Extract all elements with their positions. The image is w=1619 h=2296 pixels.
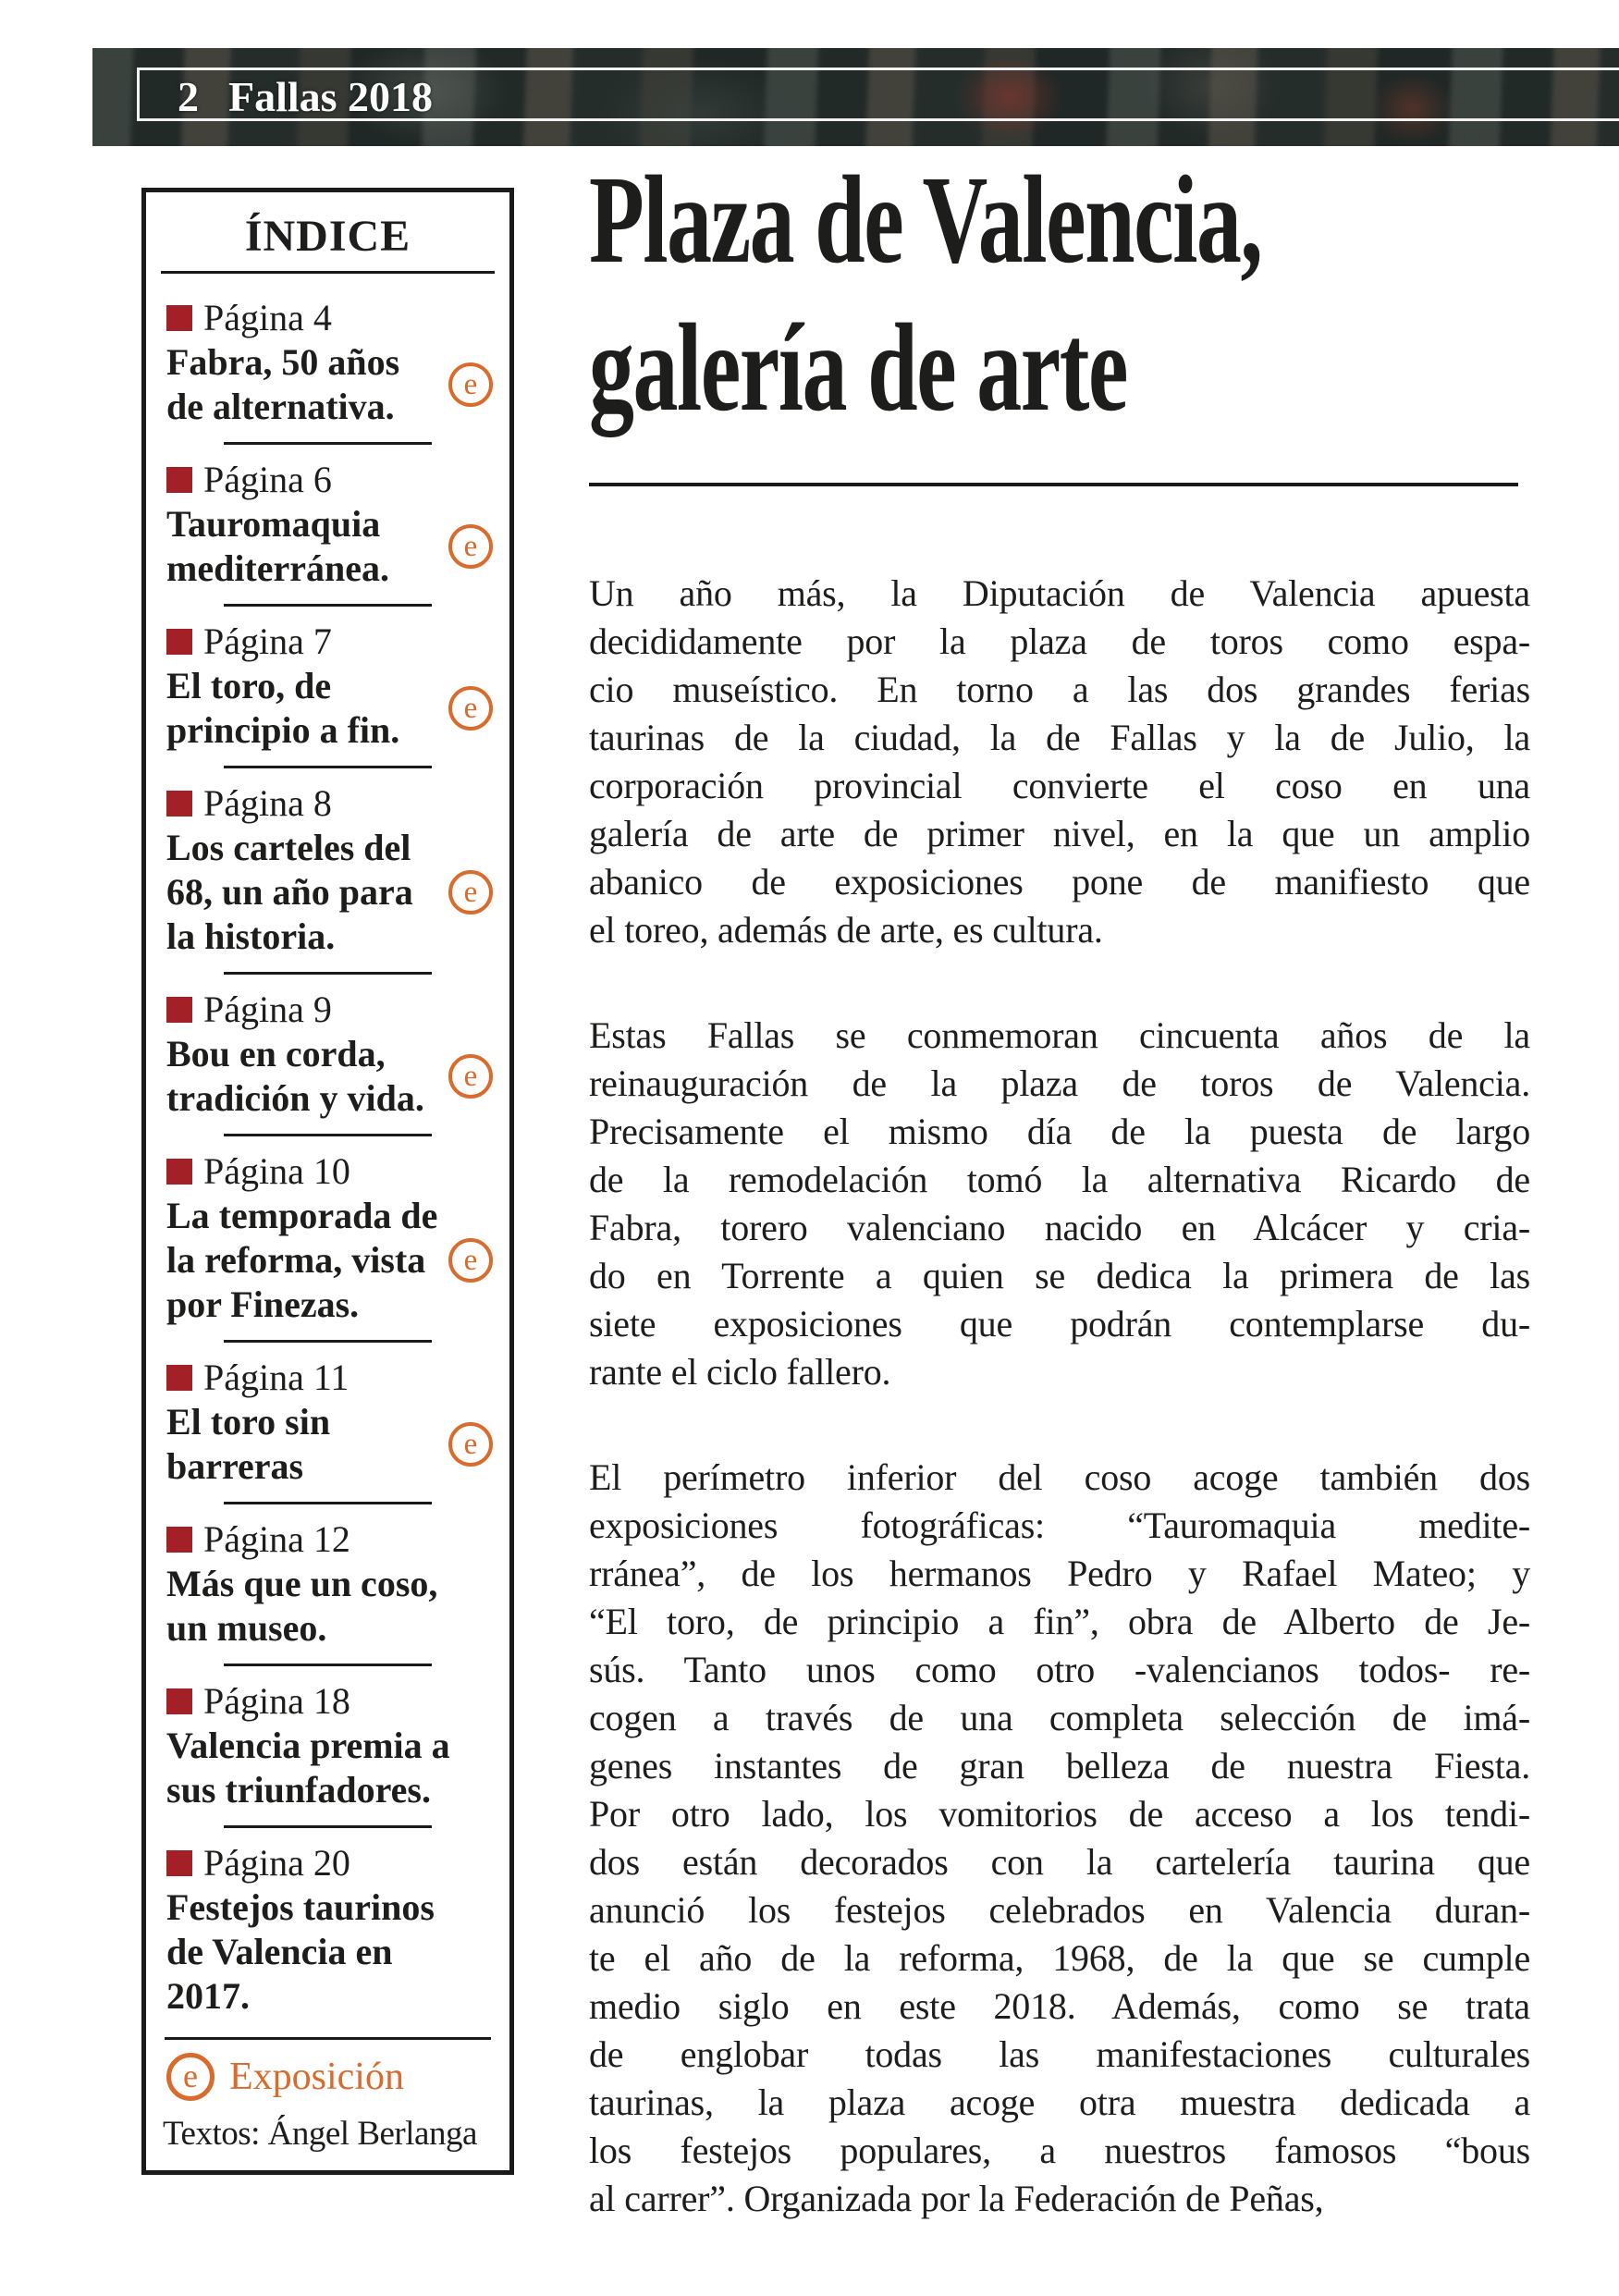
index-item xyxy=(157,1841,498,2019)
red-square-bullet xyxy=(166,1527,192,1553)
red-square-bullet xyxy=(166,1688,192,1714)
index-divider xyxy=(224,442,432,445)
index-item-title: Tauromaquia mediterránea. xyxy=(166,503,390,590)
paragraph: Un año más, la Diputación de Valencia apuesta decididamente por la plaza de toros como espa- cio museístico. En torno a las dos grandes ferias taurinas de la ciudad, la de Fallas y la de Julio, la corporación provincial convierte el coso en una galería de arte de primer nivel, en la que un amplio abanico de exposiciones pone de manifiesto que el toreo, además de arte, es cultura. xyxy=(589,572,1530,951)
index-item xyxy=(157,1149,498,1327)
red-square-bullet xyxy=(166,997,192,1023)
article-body xyxy=(589,570,1530,2223)
red-square-bullet xyxy=(166,629,192,655)
index-item xyxy=(157,1356,498,1489)
article-title-line-2: galería de arte xyxy=(589,299,1127,437)
title-rule xyxy=(589,483,1518,486)
red-square-bullet xyxy=(166,1850,192,1876)
exposicion-icon: e xyxy=(448,1054,493,1099)
index-divider xyxy=(224,1134,432,1136)
exposicion-icon: e xyxy=(448,1422,493,1467)
article-title-line-1: Plaza de Valencia, xyxy=(589,151,1262,289)
index-items xyxy=(157,296,498,2019)
index-divider xyxy=(224,766,432,768)
exposicion-legend xyxy=(157,2053,498,2101)
index-page-label: Página 9 xyxy=(203,988,332,1031)
index-divider xyxy=(224,1825,432,1828)
legend-label: Exposición xyxy=(229,2056,404,2099)
index-item-title: Más que un coso, un museo. xyxy=(166,1563,438,1650)
index-item xyxy=(157,1679,498,1812)
red-square-bullet xyxy=(166,1365,192,1391)
page-header xyxy=(92,48,1619,146)
index-page-label: Página 18 xyxy=(203,1680,350,1723)
paragraph: El perímetro inferior del coso acoge también dos exposiciones fotográficas: “Tauromaquia medite- rránea”, de los hermanos Pedro y Rafael Mateo; y “El toro, de principio a fin”, obra de Alberto de Je- sús. Tanto unos como otro -valencianos todos- re- cogen a través de una completa selección de imá- genes instantes de gran belleza de nuestra Fiesta. Por otro lado, los vomitorios de acceso a los tendi- dos están decorados con la cartelería taurina que anunció los festejos celebrados en Valencia duran- te el año de la reforma, 1968, de la que se cumple medio siglo en este 2018. Además, como se trata de englobar todas las manifestaciones culturales taurinas, la plaza acoge otra muestra dedicada a los festejos populares, a nuestros famosos “bous al carrer”. Organizada por la Federación de Peñas, xyxy=(589,1456,1530,2219)
index-divider xyxy=(224,1340,432,1343)
index-item xyxy=(157,988,498,1121)
index-item xyxy=(157,296,498,429)
index-item-title: Los carteles del 68, un año para la historia. xyxy=(166,827,413,958)
index-page-label: Página 4 xyxy=(203,297,332,339)
index-divider xyxy=(224,1664,432,1666)
index-item xyxy=(157,458,498,591)
index-page-label: Página 11 xyxy=(203,1357,350,1399)
index-page-label: Página 12 xyxy=(203,1518,350,1561)
red-square-bullet xyxy=(166,791,192,816)
exposicion-icon: e xyxy=(448,870,493,915)
legend-rule xyxy=(165,2037,491,2040)
paragraph: Estas Fallas se conmemoran cincuenta años de la reinauguración de la plaza de toros de Valencia. Precisamente el mismo día de la puesta de largo de la remodelación tomó la alternativa Ricardo de Fabra, torero valenciano nacido en Alcácer y cria- do en Torrente a quien se dedica la primera de las siete exposiciones que podrán contemplarse du- rante el ciclo fallero. xyxy=(589,1014,1530,1393)
red-square-bullet xyxy=(166,1159,192,1185)
exposicion-icon: e xyxy=(448,686,493,731)
article-title xyxy=(589,146,1267,442)
index-page-label: Página 6 xyxy=(203,459,332,501)
index-item xyxy=(157,1517,498,1651)
index-title: ÍNDICE xyxy=(244,212,411,261)
index-divider xyxy=(224,1502,432,1504)
article xyxy=(589,146,1530,2223)
index-page-label: Página 20 xyxy=(203,1842,350,1885)
header-text xyxy=(178,73,434,120)
index-item-title: El toro, de principio a fin. xyxy=(166,665,400,752)
red-square-bullet xyxy=(166,305,192,331)
index-page-label: Página 8 xyxy=(203,782,332,825)
index-divider xyxy=(224,604,432,607)
issue-title: Fallas 2018 xyxy=(228,73,434,120)
index-page-label: Página 7 xyxy=(203,620,332,663)
index-page-label: Página 10 xyxy=(203,1150,350,1193)
index-item xyxy=(157,620,498,753)
index-item-title: Valencia premia a sus triunfadores. xyxy=(166,1725,450,1811)
index-item-title: La temporada de la reforma, vista por Finezas. xyxy=(166,1195,438,1326)
exposicion-icon: e xyxy=(448,362,493,407)
page-number: 2 xyxy=(178,73,199,120)
index-item-title: El toro sin barreras xyxy=(166,1401,331,1488)
index-sidebar xyxy=(141,188,514,2175)
index-title-rule xyxy=(161,271,495,274)
exposicion-icon: e xyxy=(448,1238,493,1283)
index-item-title: Bou en corda, tradición y vida. xyxy=(166,1033,424,1120)
red-square-bullet xyxy=(166,467,192,493)
exposicion-icon: e xyxy=(448,524,493,569)
credits-line: Textos: Ángel Berlanga xyxy=(163,2115,477,2154)
exposicion-icon: e xyxy=(166,2053,215,2101)
index-item xyxy=(157,781,498,959)
index-item-title: Festejos taurinos de Valencia en 2017. xyxy=(166,1886,435,2018)
index-item-title: Fabra, 50 años de alternativa. xyxy=(166,341,400,428)
index-divider xyxy=(224,972,432,975)
